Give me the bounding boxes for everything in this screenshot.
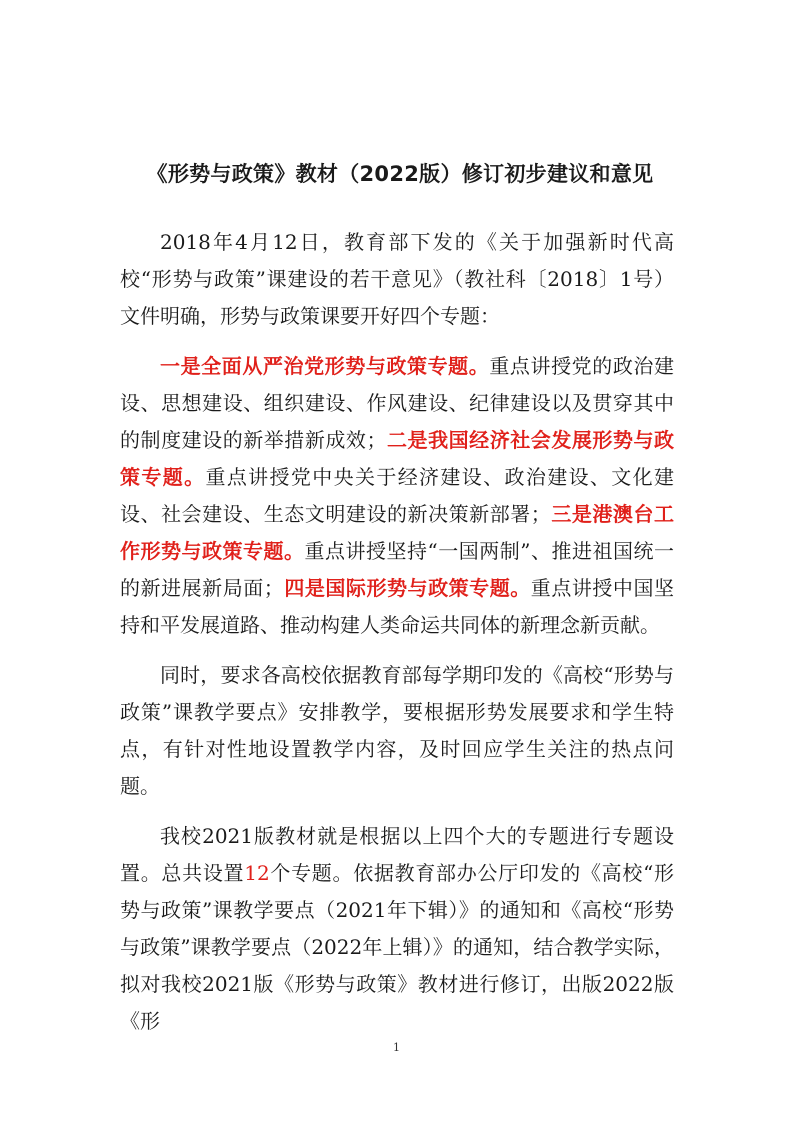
revision-text-end: 个专题。依据教育部办公厅印发的《高校“形势与政策”课教学要点（2021年下辑）》的通知和《高校“形势与政策”课教学要点（2022年上辑）》的通知，结合教学实际，拟对我校2021版《形势与政策》教材进行修订，出版2022版《形	[120, 861, 674, 1033]
paragraph-intro: 2018年4月12日，教育部下发的《关于加强新时代高校“形势与政策”课建设的若干意见》（教社科〔2018〕1号）文件明确，形势与政策课要开好四个专题：	[120, 230, 674, 328]
topic-2-text: 重点讲授党中央关于经济建设、政治建设、文化建设、社会建设、生态文明建设的新决策新部署；	[120, 465, 675, 526]
topic-1-heading: 一是全面从严治党形势与政策专题。	[160, 354, 490, 378]
paragraph-requirements: 同时，要求各高校依据教育部每学期印发的《高校“形势与政策”课教学要点》安排教学，要根据形势发展要求和学生特点，有针对性地设置教学内容，及时回应学生关注的热点问题。	[120, 663, 674, 798]
topic-3-text: 重点讲授坚持“一国两制”、推进祖国统一的新进展新局面；	[120, 539, 674, 600]
topic-4-text: 重点讲授中国坚持和平发展道路、推动构建人类命运共同体的新理念新贡献。	[120, 576, 675, 637]
paragraph-topics	[120, 348, 674, 644]
topic-3-heading: 三是港澳台工作形势与政策专题。	[120, 502, 675, 563]
document-title: 《形势与政策》教材（2022版）修订初步建议和意见	[146, 162, 654, 186]
paragraph-revision	[120, 818, 674, 1040]
revision-text-start: 我校2021版教材就是根据以上四个大的专题进行专题设置。总共设置	[120, 824, 674, 885]
page-number: 1	[393, 1041, 400, 1054]
document-body	[120, 224, 674, 1053]
topic-count: 12	[244, 861, 270, 885]
topic-2-heading: 二是我国经济社会发展形势与政策专题。	[120, 428, 675, 489]
topic-4-heading: 四是国际形势与政策专题。	[283, 576, 531, 600]
topic-1-text: 重点讲授党的政治建设、思想建设、组织建设、作风建设、纪律建设以及贯穿其中的制度建设的新举措新成效；	[120, 354, 675, 452]
